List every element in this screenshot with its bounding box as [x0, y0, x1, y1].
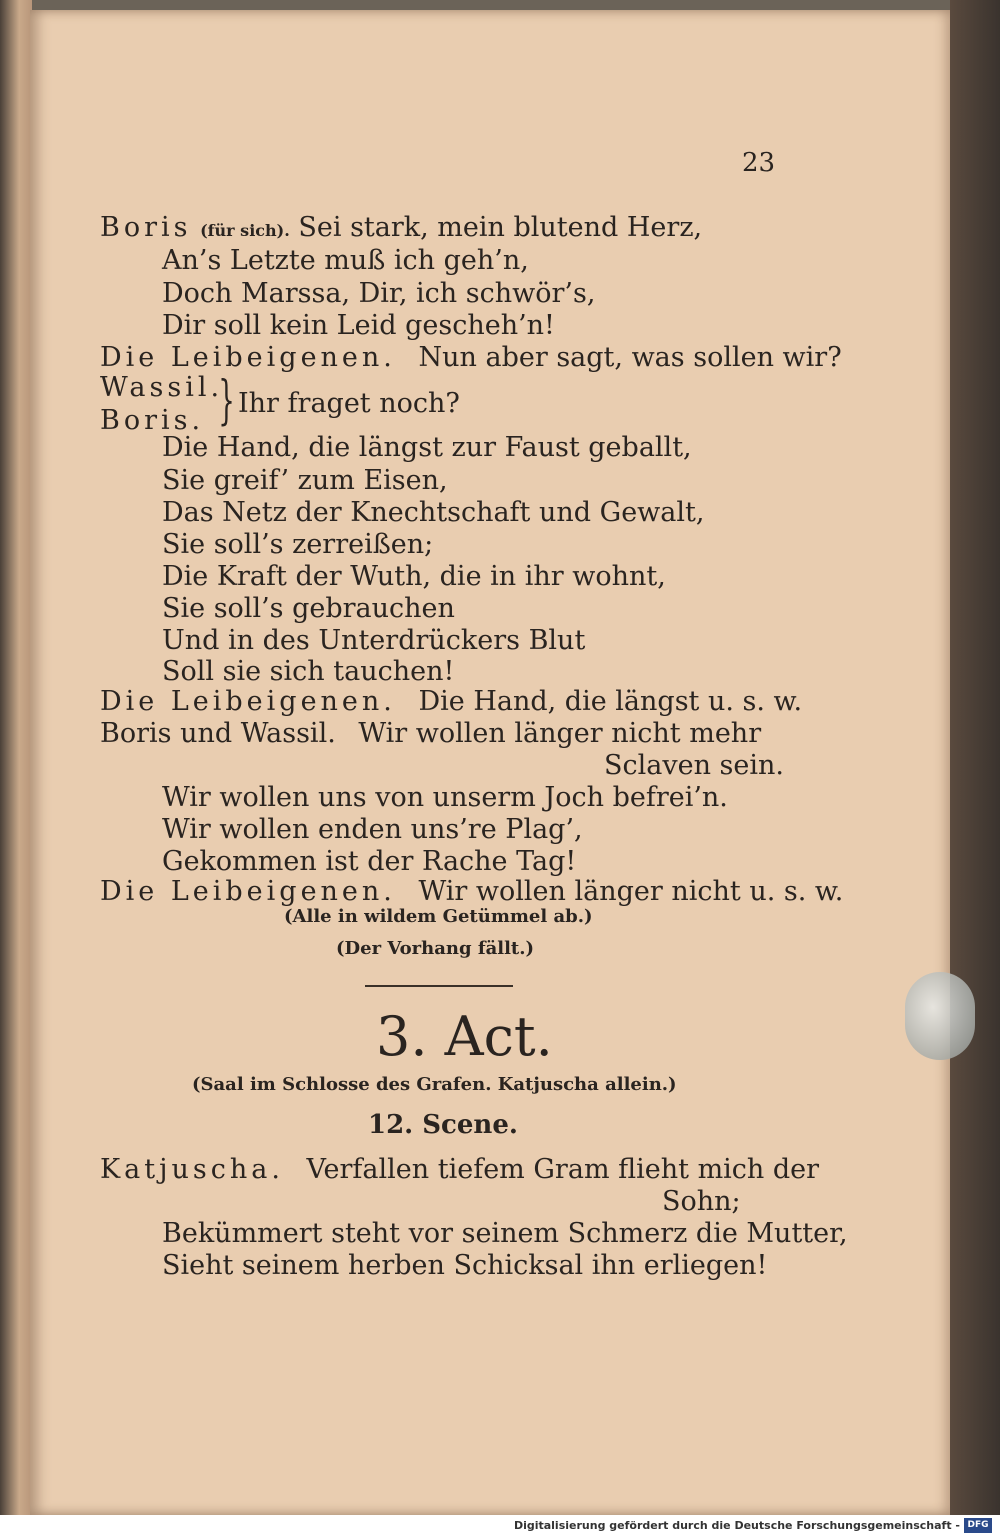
footer-credit: Digitalisierung gefördert durch die Deutsche Forschungsgemeinschaft -	[513, 1519, 960, 1532]
verse-line: Wir wollen enden uns’re Plag’,	[162, 814, 583, 845]
verse-text: Die Hand, die längst u. s. w.	[418, 686, 803, 717]
verse-line: Bekümmert steht vor seinem Schmerz die Mutter,	[162, 1218, 848, 1249]
verse-text: Wir wollen länger nicht u. s. w.	[418, 876, 844, 907]
scene-heading: 12. Scene.	[368, 1110, 518, 1140]
act-setting: (Saal im Schlosse des Grafen. Katjuscha allein.)	[192, 1074, 677, 1095]
book-right-edge	[950, 0, 1000, 1538]
stage-direction: (Der Vorhang fällt.)	[336, 938, 534, 959]
verse-text: Sei stark, mein blutend Herz,	[298, 212, 703, 243]
speaker-name: Die Leibeigenen.	[100, 342, 396, 373]
speaker-name: Die Leibeigenen.	[100, 686, 396, 717]
stage-direction: (Alle in wildem Getümmel ab.)	[284, 906, 593, 927]
verse-line	[100, 212, 702, 247]
verse-line: Sieht seinem herben Schicksal ihn erliegen!	[162, 1250, 768, 1281]
verse-line: Sie greif’ zum Eisen,	[162, 465, 448, 496]
verse-line: Sohn;	[662, 1186, 741, 1217]
verse-line: An’s Letzte muß ich geh’n,	[162, 245, 529, 276]
verse-text: Ihr fraget noch?	[238, 388, 460, 419]
verse-line: Sie soll’s gebrauchen	[162, 593, 455, 624]
speaker-name: Boris	[100, 212, 192, 243]
verse-line: Gekommen ist der Rache Tag!	[162, 846, 577, 877]
speaker-name: Boris.	[100, 405, 205, 436]
stage-direction-inline: (für sich).	[200, 221, 290, 240]
verse-line: Die Hand, die längst zur Faust geballt,	[162, 432, 692, 463]
page-number: 23	[742, 148, 776, 178]
speaker-name: Boris und Wassil.	[100, 718, 336, 749]
verse-line: Dir soll kein Leid gescheh’n!	[162, 310, 555, 341]
verse-line: Wir wollen uns von unserm Joch befrei’n.	[162, 782, 728, 813]
verse-line: Doch Marssa, Dir, ich schwör’s,	[162, 278, 596, 309]
speaker-name: Katjuscha.	[100, 1154, 284, 1185]
page-clip	[905, 972, 975, 1060]
verse-text: Verfallen tiefem Gram flieht mich der	[306, 1154, 820, 1185]
verse-line: Die Kraft der Wuth, die in ihr wohnt,	[162, 561, 666, 592]
verse-line: Sclaven sein.	[604, 750, 784, 781]
verse-line	[100, 686, 802, 718]
section-divider	[365, 985, 513, 987]
verse-line	[100, 876, 843, 908]
speaker-name: Die Leibeigenen.	[100, 876, 396, 907]
verse-line: Soll sie sich tauchen!	[162, 656, 455, 687]
verse-line	[100, 1154, 819, 1186]
verse-text: Nun aber sagt, was sollen wir?	[418, 342, 842, 373]
book-left-edge	[0, 0, 32, 1538]
verse-line	[100, 342, 842, 374]
act-heading: 3. Act.	[376, 1005, 553, 1068]
speaker-name: Wassil.	[100, 372, 224, 403]
verse-line: Das Netz der Knechtschaft und Gewalt,	[162, 497, 705, 528]
verse-line: Und in des Unterdrückers Blut	[162, 625, 586, 656]
brace-mark: }	[218, 371, 235, 431]
verse-line	[100, 718, 761, 750]
verse-text: Wir wollen länger nicht mehr	[358, 718, 762, 749]
verse-line: Sie soll’s zerreißen;	[162, 529, 434, 560]
dfg-logo: DFG	[964, 1518, 992, 1533]
